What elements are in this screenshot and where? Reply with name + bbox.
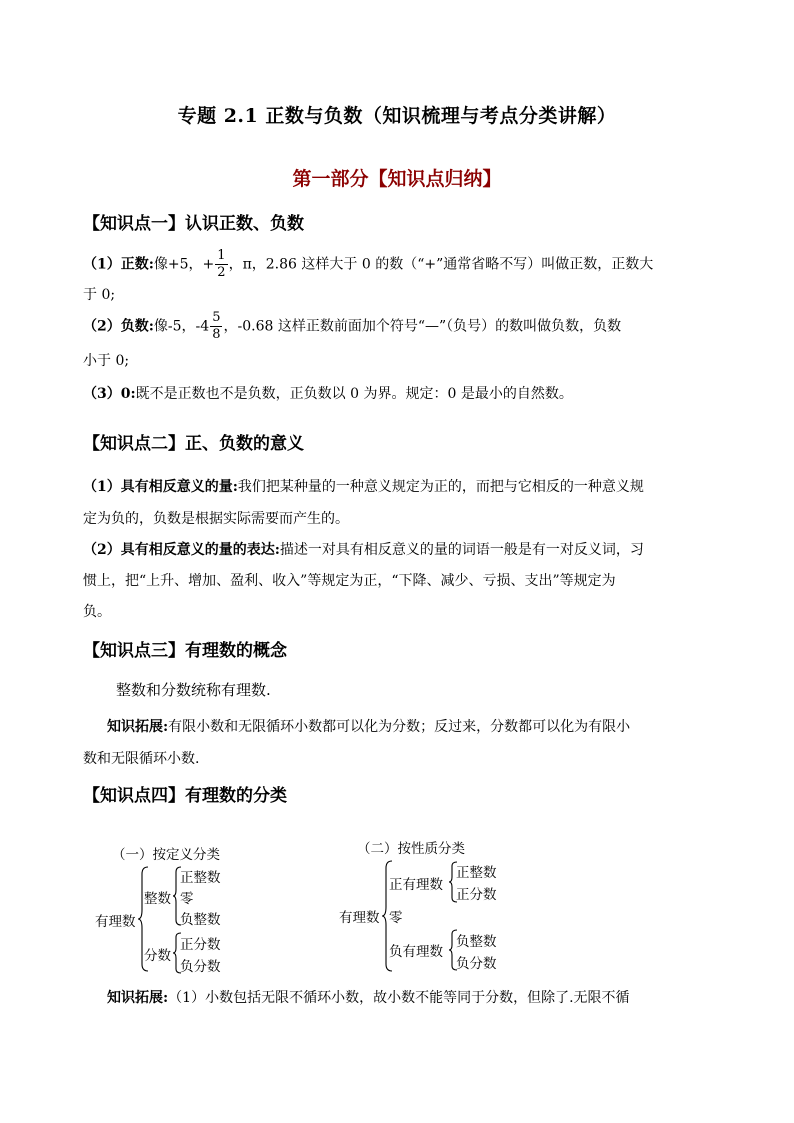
- diagram1-neg-frac: 负分数: [180, 959, 221, 975]
- kp2-item1-text: 我们把某种量的一种意义规定为正的，而把与它相反的一种意义规: [237, 479, 644, 495]
- kp3-definition: 整数和分数统称有理数.: [116, 681, 271, 699]
- kp2-item2: [83, 539, 644, 559]
- diagram2-pos-rational: 正有理数: [389, 877, 443, 893]
- kp1-item2-line2: 小于 0;: [83, 353, 130, 369]
- fraction-five-eighths: [210, 310, 222, 343]
- kp1-item3: [83, 383, 573, 403]
- kp1-item3-label: （3）0:: [83, 386, 136, 402]
- fraction-denominator: 2: [217, 265, 226, 280]
- kp1-heading: 【知识点一】认识正数、负数: [83, 214, 304, 234]
- kp2-item2-line2: 惯上，把“上升、增加、盈利、收入”等规定为正，“下降、减少、亏损、支出”等规定为: [83, 573, 616, 589]
- fraction-numerator: 1: [217, 248, 226, 263]
- kp4-heading: 【知识点四】有理数的分类: [83, 786, 287, 806]
- kp2-item2-label: （2）具有相反意义的量的表达:: [83, 542, 280, 558]
- diagram1-zero: 零: [180, 891, 194, 907]
- kp4-extension: [107, 987, 630, 1007]
- fraction-one-half: [215, 248, 227, 281]
- diagram1-neg-int: 负整数: [180, 912, 221, 928]
- kp2-heading: 【知识点二】正、负数的意义: [83, 434, 304, 454]
- fraction-denominator: 8: [212, 327, 221, 342]
- kp3-ext-line2: 数和无限循环小数.: [83, 751, 200, 767]
- kp3-extension: [107, 716, 630, 736]
- kp1-item2-label: （2）负数:: [83, 318, 154, 335]
- kp1-item2-text-b: ，-0.68 这样正数前面加个符号“—”（负号）的数叫做负数，负数: [223, 318, 622, 335]
- kp1-item1-line2: 于 0;: [83, 287, 116, 303]
- kp4-ext-label: 知识拓展:: [107, 990, 169, 1006]
- kp1-item2: [83, 310, 621, 343]
- diagram2-root: 有理数: [339, 910, 380, 926]
- diagram1-fraction: 分数: [144, 948, 171, 964]
- diagram2-caption: （二）按性质分类: [357, 841, 465, 857]
- diagram2-zero: 零: [389, 910, 403, 926]
- fraction-numerator: 5: [212, 310, 221, 325]
- kp2-item2-line3: 负。: [83, 604, 111, 620]
- kp3-ext-label: 知识拓展:: [107, 719, 169, 735]
- kp2-item1-label: （1）具有相反意义的量:: [83, 479, 238, 495]
- kp2-item2-text: 描述一对具有相反意义的量的词语一般是有一对反义词，习: [279, 542, 644, 558]
- kp3-ext-text: 有限小数和无限循环小数都可以化为分数；反过来，分数都可以化为有限小: [168, 719, 631, 735]
- diagram1-integer: 整数: [144, 891, 171, 907]
- kp1-item1-label: （1）正数:: [83, 256, 154, 273]
- kp1-item3-text: 既不是正数也不是负数，正负数以 0 为界。规定：0 是最小的自然数。: [135, 386, 573, 402]
- kp2-item1-line2: 定为负的，负数是根据实际需要而产生的。: [83, 511, 349, 527]
- diagram1-pos-frac: 正分数: [180, 937, 221, 953]
- kp4-ext-text: （1）小数包括无限不循环小数，故小数不能等同于分数，但除了.无限不循: [168, 990, 630, 1006]
- kp1-item1-text-b: ，π，2.86 这样大于 0 的数（“+”通常省略不写）叫做正数，正数大: [228, 256, 654, 273]
- part-title: 第一部分【知识点归纳】: [292, 168, 502, 190]
- diagram2-neg-frac: 负分数: [456, 956, 497, 972]
- diagram1-pos-int: 正整数: [180, 870, 221, 886]
- kp1-item1: [83, 248, 653, 281]
- diagram2-pos-int: 正整数: [456, 865, 497, 881]
- diagram2-neg-rational: 负有理数: [389, 944, 443, 960]
- diagram2-neg-int: 负整数: [456, 934, 497, 950]
- kp2-item1: [83, 476, 644, 496]
- page-title: 专题 2.1 正数与负数（知识梳理与考点分类讲解）: [177, 105, 617, 127]
- kp3-heading: 【知识点三】有理数的概念: [83, 641, 287, 661]
- kp1-item2-text-a: 像-5，-4: [153, 318, 210, 335]
- diagram2-pos-frac: 正分数: [456, 887, 497, 903]
- kp1-item1-text-a: 像+5，+: [153, 256, 215, 273]
- diagram1-root: 有理数: [95, 914, 136, 930]
- diagram1-caption: （一）按定义分类: [112, 847, 220, 863]
